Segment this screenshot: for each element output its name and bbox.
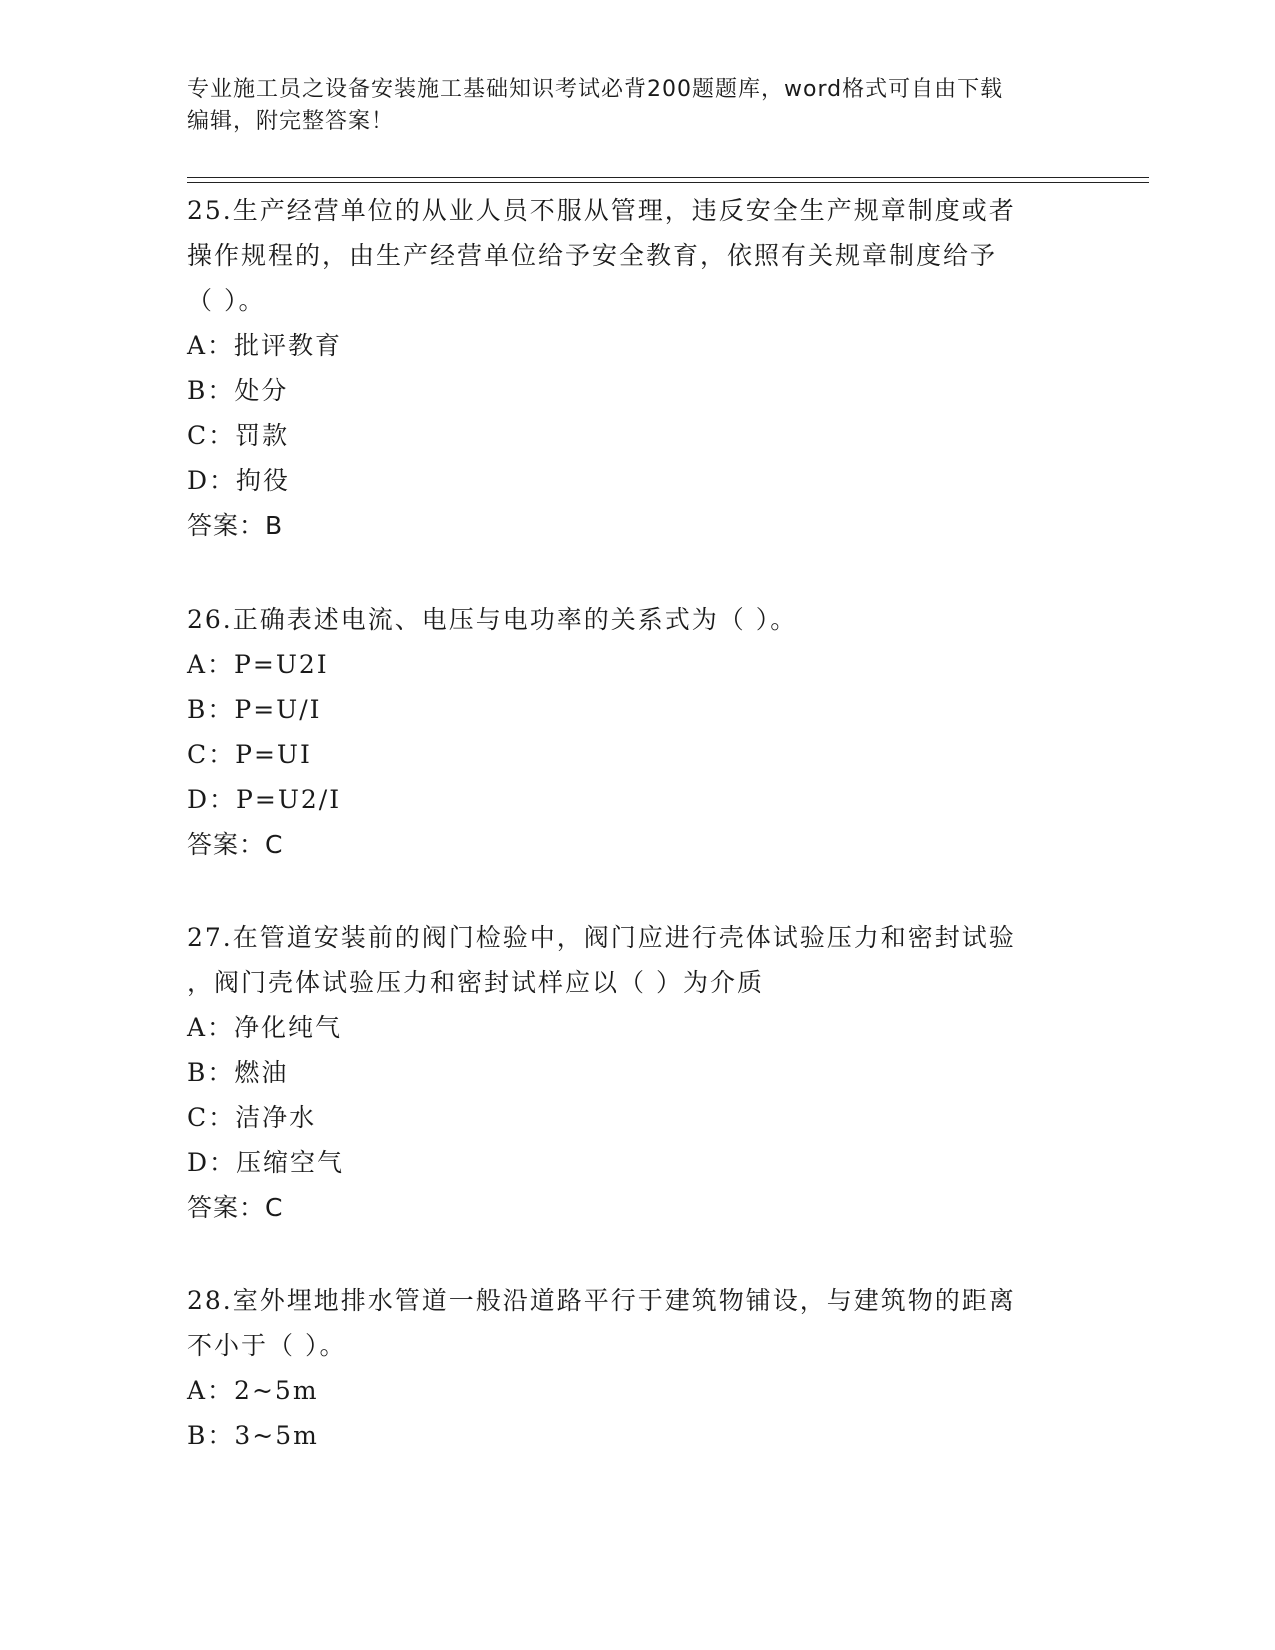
document-header [187, 74, 1087, 138]
question-stem-line: 不小于（ ）。 [187, 1331, 347, 1360]
option-c: C：洁净水 [187, 1103, 317, 1132]
answer-line: 答案：B [187, 511, 284, 540]
question-25 [187, 188, 1087, 548]
question-stem-line: 28.室外埋地排水管道一般沿道路平行于建筑物铺设，与建筑物的距离 [187, 1286, 1016, 1315]
option-b: B：3~5m [187, 1421, 319, 1450]
option-b: B：P=U/I [187, 695, 322, 724]
option-a: A：批评教育 [187, 331, 343, 360]
option-d: D：拘役 [187, 466, 291, 495]
header-line-1: 专业施工员之设备安装施工基础知识考试必背200题题库，word格式可自由下载 [187, 77, 1004, 102]
header-divider-top [187, 177, 1149, 178]
option-b: B：燃油 [187, 1058, 289, 1087]
answer-line: 答案：C [187, 1193, 284, 1222]
option-c: C：罚款 [187, 421, 290, 450]
question-stem-line: 25.生产经营单位的从业人员不服从管理，违反安全生产规章制度或者 [187, 196, 1016, 225]
option-a: A：2~5m [187, 1376, 319, 1405]
option-d: D：压缩空气 [187, 1148, 345, 1177]
option-d: D：P=U2/I [187, 785, 342, 814]
option-b: B：处分 [187, 376, 289, 405]
question-stem-line: 操作规程的，由生产经营单位给予安全教育，依照有关规章制度给予 [187, 241, 998, 270]
question-stem-line: 26.正确表述电流、电压与电功率的关系式为（ ）。 [187, 605, 798, 634]
question-28 [187, 1278, 1087, 1458]
question-stem-line: 27.在管道安装前的阀门检验中，阀门应进行壳体试验压力和密封试验 [187, 923, 1016, 952]
option-c: C：P=UI [187, 740, 312, 769]
question-27 [187, 915, 1087, 1230]
question-stem-line: （ ）。 [187, 286, 266, 315]
header-divider-bottom [187, 182, 1149, 183]
header-line-2: 编辑，附完整答案！ [187, 109, 395, 134]
answer-line: 答案：C [187, 830, 284, 859]
question-26 [187, 597, 1087, 867]
option-a: A：P=U2I [187, 650, 329, 679]
option-a: A：净化纯气 [187, 1013, 343, 1042]
question-stem-line: ，阀门壳体试验压力和密封试样应以（ ）为介质 [187, 968, 764, 997]
